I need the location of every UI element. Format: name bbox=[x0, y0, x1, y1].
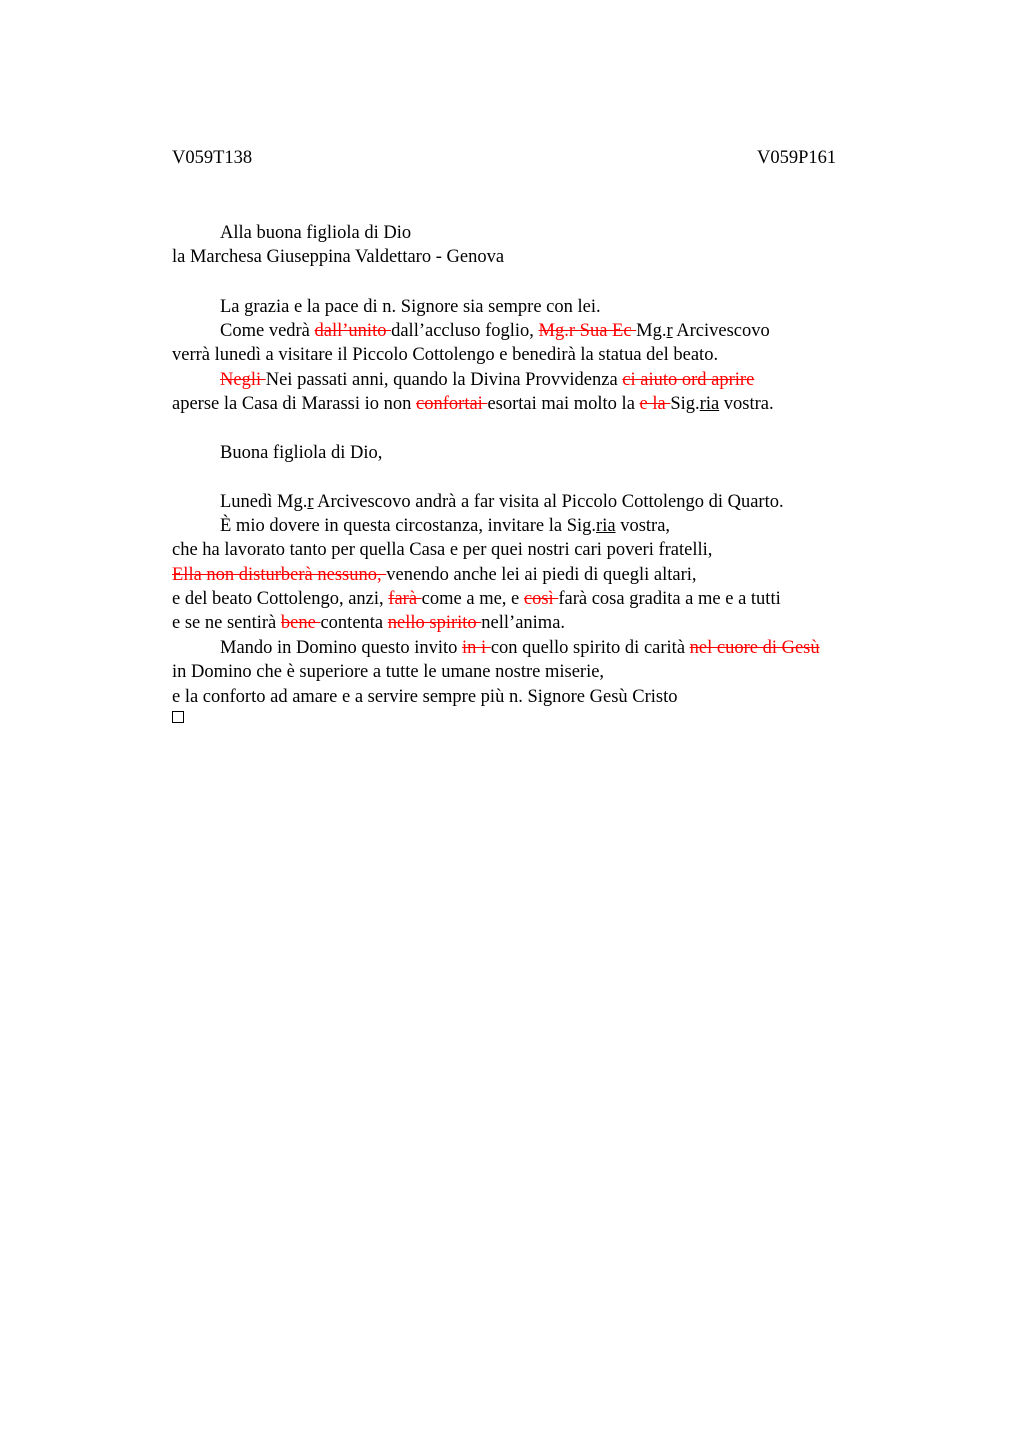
text-segment: Come vedrà bbox=[220, 321, 315, 341]
letter2-line-5 bbox=[172, 587, 781, 611]
letter2-line-8: in Domino che è superiore a tutte le umane nostre miserie, bbox=[172, 662, 605, 682]
deleted-text: nel cuore di Gesù bbox=[689, 638, 820, 658]
deleted-text: bene bbox=[280, 613, 321, 633]
end-mark-box bbox=[172, 711, 184, 723]
text-segment: farà cosa gradita a me e a tutti bbox=[558, 589, 781, 609]
underlined-abbreviation: ria bbox=[699, 394, 720, 414]
letter2-line-9: e la conforto ad amare e a servire sempre più n. Signore Gesù Cristo bbox=[172, 687, 678, 707]
deleted-text: Ella non disturberà nessuno, bbox=[172, 565, 387, 585]
address-line-1: Alla buona figliola di Dio bbox=[220, 223, 412, 243]
text-segment: nell’anima. bbox=[481, 613, 566, 633]
text-segment: Sig. bbox=[670, 394, 700, 414]
deleted-text: confortai bbox=[416, 394, 488, 414]
deleted-text: e la bbox=[639, 394, 671, 414]
text-segment: Mg. bbox=[636, 321, 667, 341]
document-ref-left: V059T138 bbox=[172, 148, 253, 168]
deleted-text: così bbox=[523, 589, 559, 609]
text-segment: vostra. bbox=[719, 394, 774, 414]
text-segment: Mando in Domino questo invito bbox=[220, 638, 463, 658]
text-segment: Arcivescovo andrà a far visita al Piccolo Cottolengo di Quarto. bbox=[313, 492, 784, 512]
text-segment: con quello spirito di carità bbox=[490, 638, 690, 658]
text-segment: contenta bbox=[320, 613, 388, 633]
deleted-text: farà bbox=[388, 589, 422, 609]
deleted-text: dall’unito bbox=[314, 321, 392, 341]
text-segment: venendo anche lei ai piedi di quegli altari, bbox=[386, 565, 697, 585]
deleted-text: Negli bbox=[220, 370, 266, 390]
text-segment: Lunedì Mg. bbox=[220, 492, 308, 512]
letter1-line-2 bbox=[220, 319, 770, 343]
letter1-line-1: La grazia e la pace di n. Signore sia sempre con lei. bbox=[220, 297, 601, 317]
deleted-text: Mg.r Sua Ec bbox=[538, 321, 637, 341]
underlined-abbreviation: ria bbox=[596, 516, 616, 536]
text-segment: come a me, e bbox=[421, 589, 524, 609]
letter1-line-5 bbox=[172, 392, 774, 416]
text-segment: Arcivescovo bbox=[672, 321, 770, 341]
underlined-abbreviation: r bbox=[307, 492, 314, 512]
text-segment: aperse la Casa di Marassi io non bbox=[172, 394, 417, 414]
letter2-line-4 bbox=[172, 563, 697, 587]
address-line-2: la Marchesa Giuseppina Valdettaro - Genova bbox=[172, 247, 505, 267]
deleted-text: in i bbox=[462, 638, 491, 658]
letter2-line-7 bbox=[220, 636, 820, 660]
letter2-line-2 bbox=[220, 514, 670, 538]
letter1-line-3: verrà lunedì a visitare il Piccolo Cottolengo e benedirà la statua del beato. bbox=[172, 345, 719, 365]
text-segment: dall’accluso foglio, bbox=[391, 321, 539, 341]
letter2-line-3: che ha lavorato tanto per quella Casa e per quei nostri cari poveri fratelli, bbox=[172, 540, 713, 560]
text-segment: Nei passati anni, quando la Divina Provvidenza bbox=[265, 370, 623, 390]
salutation: Buona figliola di Dio, bbox=[220, 443, 383, 463]
text-segment: e se ne sentirà bbox=[172, 613, 281, 633]
deleted-text: nello spirito bbox=[387, 613, 482, 633]
text-segment: vostra, bbox=[615, 516, 671, 536]
document-ref-right: V059P161 bbox=[757, 148, 837, 168]
text-segment: È mio dovere in questa circostanza, invitare la Sig. bbox=[220, 516, 597, 536]
text-segment: esortai mai molto la bbox=[487, 394, 640, 414]
text-segment: e del beato Cottolengo, anzi, bbox=[172, 589, 389, 609]
underlined-abbreviation: r bbox=[666, 321, 673, 341]
letter1-line-4 bbox=[220, 368, 754, 392]
deleted-text: ci aiuto ord aprire bbox=[622, 370, 755, 390]
letter2-line-6 bbox=[172, 611, 565, 635]
letter2-line-1 bbox=[220, 490, 784, 514]
